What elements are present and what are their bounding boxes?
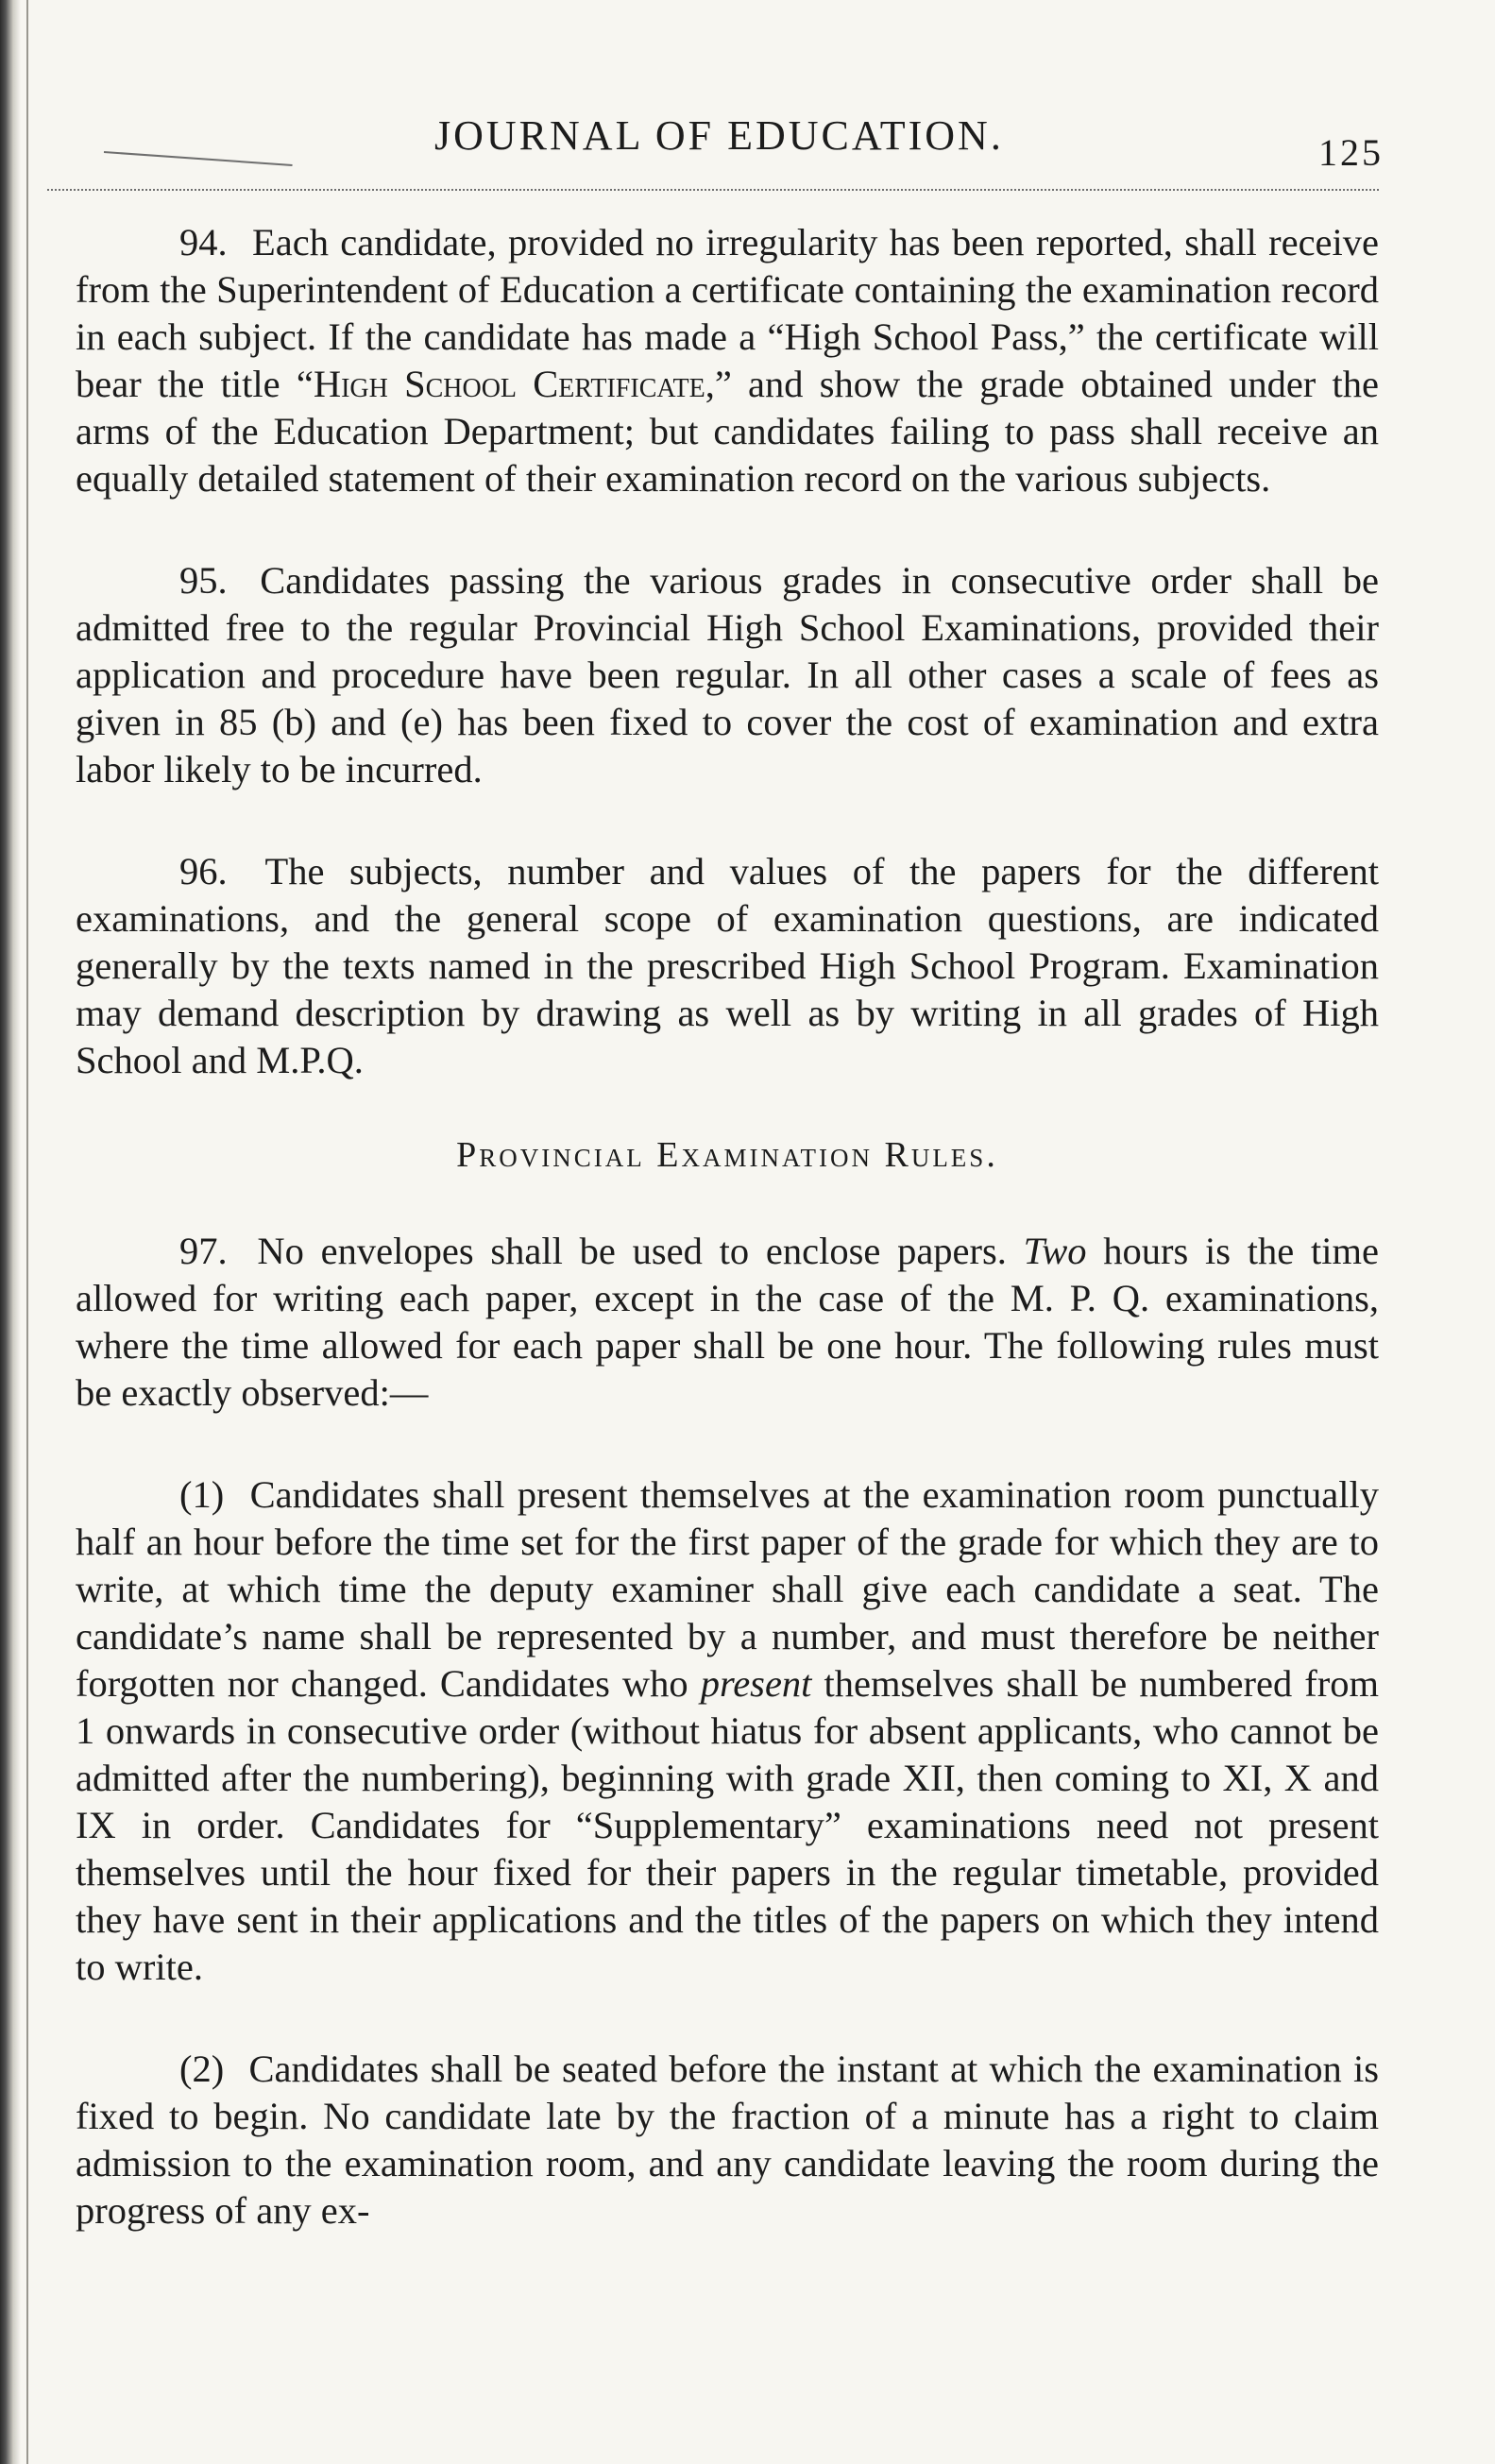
journal-title: JOURNAL OF EDUCATION.: [434, 112, 1004, 159]
paragraph-95: [76, 557, 1379, 793]
page-binding-line: [26, 0, 28, 2464]
paragraph-97: [76, 1228, 1379, 1417]
emphasis-text: Two: [1023, 1230, 1087, 1272]
page-body: [76, 219, 1379, 2289]
page-header: [90, 106, 1384, 172]
header-rule: [47, 189, 1379, 191]
paragraph-text: Each candidate, provided no irregularity has been reported, shall receive from the Superintendent of Education a certificate containing the examination record in each subject. If the candidate has made a “High School Pass,” the certificate will bear the title “: [76, 221, 1380, 405]
rule-2: [76, 2046, 1379, 2235]
rule-text: Candidates shall present themselves at the examination room punctually half an hour before the time set for the first paper of the grade for which they are to write, at which time the deputy examiner shall give each candidate a seat. The candidate’s name shall be represented by a number, and must therefore be neither forgotten nor changed. Candidates who: [76, 1473, 1379, 1705]
rule-number: (2): [179, 2048, 225, 2090]
paragraph-text: No envelopes shall be used to enclose papers.: [257, 1230, 1007, 1272]
rule-1: [76, 1471, 1379, 1991]
page-binding-edge: [0, 0, 21, 2464]
paragraph-text: The subjects, number and values of the papers for the different examinations, and the general scope of examination questions, are indicated generally by the texts named in the prescribed High School Program. Examination may demand description by drawing as well as by writing in all grades of High School and M.P.Q.: [76, 850, 1379, 1081]
page-number: 125: [1318, 131, 1384, 174]
emphasis-text: present: [700, 1662, 812, 1705]
rule-number: (1): [179, 1473, 225, 1516]
rule-text: themselves shall be numbered from 1 onwards in consecutive order (without hiatus for absent applicants, who cannot be admitted after the numbering), beginning with grade XII, then coming to XI, X and IX in order. Candidates for “Supplementary” examinations need not present themselves until the hour fixed for their papers in the regular timetable, provided they have sent in their applications and the titles of the papers on which they intend to write.: [76, 1662, 1380, 1988]
section-heading: Provincial Examination Rules.: [456, 1135, 998, 1175]
paragraph-number: 94.: [179, 221, 228, 263]
paragraph-text: ” and show the grade obtained under the arms of the Education Department; but candidates failing to pass shall receive an equally detailed statement of their examination record on the various subjects.: [76, 363, 1379, 500]
paragraph-number: 96.: [179, 850, 228, 892]
paragraph-96: [76, 848, 1379, 1084]
certificate-title: High School Certificate,: [313, 363, 715, 405]
paragraph-text: Candidates passing the various grades in consecutive order shall be admitted free to the regular Provincial High School Examinations, provided their application and procedure have been regular. In all other cases a scale of fees as given in 85 (b) and (e) has been fixed to cover the cost of examination and extra labor likely to be incurred.: [76, 559, 1379, 790]
paragraph-number: 97.: [179, 1230, 228, 1272]
paragraph-text: hours is the time allowed for writing each paper, except in the case of the M. P. Q. examinations, where the time allowed for each paper shall be one hour. The following rules must be exactly observed:—: [76, 1230, 1379, 1414]
paragraph-number: 95.: [179, 559, 228, 602]
paragraph-94: [76, 219, 1379, 502]
rule-text: Candidates shall be seated before the instant at which the examination is fixed to begin. No candidate late by the fraction of a minute has a right to claim admission to the examination room, and any candidate leaving the room during the progress of any ex-: [76, 2048, 1379, 2232]
